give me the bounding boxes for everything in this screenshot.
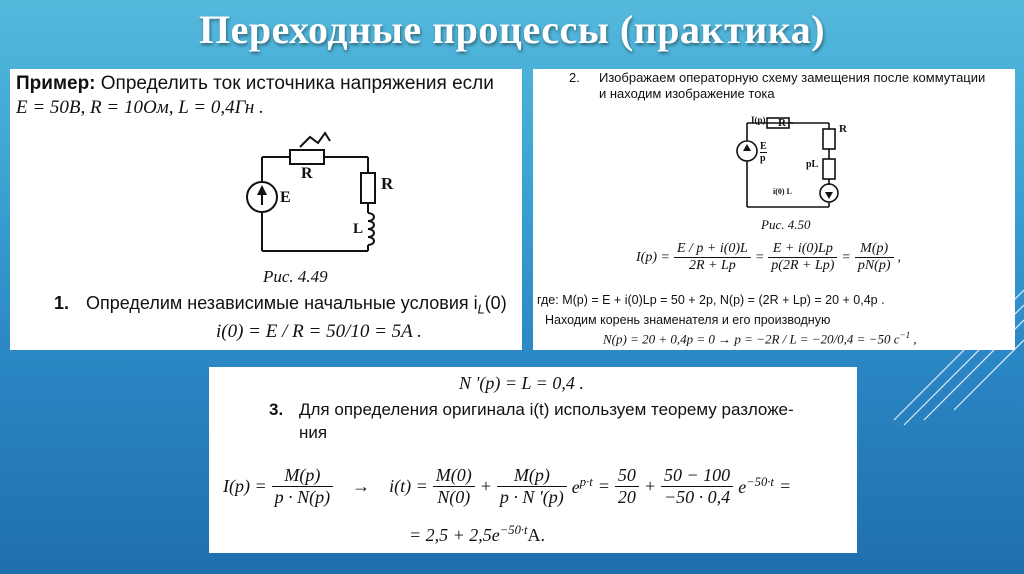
f2-d-num: 50 − 100 [661, 465, 733, 487]
step-1 [54, 293, 507, 317]
source-label-p: p [760, 153, 766, 164]
source-label-e: E [280, 189, 291, 206]
f2-fraction-c [615, 465, 639, 508]
given-values: E = 50В, R = 10Ом, L = 0,4Гн . [16, 97, 264, 118]
expansion-formula: I(p) = $\frac{M(p)}{p \cdot N(p)}$ → i(t) = $\frac{M(0)}{N(0)}$ + $\frac{M(p)}{p \cdot N '(p)}$ $e^{p\cdot t}$ = $\frac{50}{20}$ + $\frac{50 - 100}{-50 \cdot 0,4}$ $e^{-50\cdot t}$ = [223, 465, 792, 507]
derivative-line: N '(p) = L = 0,4 . [459, 373, 584, 393]
example-text: Определить ток источника напряжения если [95, 73, 494, 94]
step-2-line1: Изображаем операторную схему замещения после коммутации [599, 70, 986, 85]
f2-a-den: N(0) [437, 487, 471, 507]
source-label-e-over-p: E [760, 141, 767, 152]
eq-frac1-num: E / p + i(0)L [674, 241, 751, 258]
current-label-ip: I(p) [751, 115, 766, 125]
resistor-label-right: R [381, 174, 394, 193]
f2-exponent: p·t [579, 475, 593, 489]
eq-frac1-den: 2R + Lp [688, 258, 736, 273]
figure-caption-4-49: Рис. 4.49 [263, 267, 328, 286]
resistor-label-top: R [301, 165, 313, 182]
circuit-diagram-1 [240, 129, 390, 259]
eq-frac3-den: pN(p) [857, 258, 891, 273]
step-1-subscript: L [477, 302, 485, 317]
f2-b-num: M(p) [497, 465, 567, 487]
example-label: Пример: [16, 73, 96, 94]
f1-num: M(p) [272, 465, 334, 487]
f2-fraction-b [497, 465, 567, 508]
f2-exponent-2: −50·t [746, 475, 774, 489]
initial-source-label: i(0) L [773, 187, 792, 196]
eq-lhs: I(p) = [636, 249, 670, 265]
figure-caption-4-50: Рис. 4.50 [761, 217, 811, 232]
arrow-symbol: → [352, 476, 371, 496]
f2-lhs: i(t) = [389, 476, 428, 496]
f2-c-num: 50 [615, 465, 639, 487]
step-3-num-text: 3. [269, 400, 284, 419]
current-image-equation: I(p) = $\frac{E / p + i(0)L}{2R + Lp}$ = $\frac{E + i(0)Lp}{p(2R + Lp)}$ = $\frac{M(p)}{pN(p)}$ , [636, 241, 902, 273]
expansion-theorem-panel [209, 367, 857, 553]
where-line: где: M(p) = E + i(0)Lp = 50 + 2p, N(p) = (2R + Lp) = 20 + 0,4p . [537, 293, 885, 307]
inductance-label-pl: pL [806, 159, 819, 170]
roots-line: Находим корень знаменателя и его производную [545, 313, 831, 327]
f2-fraction-a [433, 465, 475, 508]
step-2-number: 2. [569, 70, 580, 85]
root-eq-text: N(p) = 20 + 0,4p = 0 → p = −2R / L = −20/0,4 = −50 c [603, 331, 900, 347]
eq-fraction-2 [768, 241, 837, 274]
final-result [409, 523, 545, 546]
step-1-tail: (0) [484, 293, 507, 313]
f2-d-den: −50 · 0,4 [664, 487, 731, 507]
example-panel [10, 69, 522, 350]
eq-frac2-den: p(2R + Lp) [771, 258, 835, 273]
resistor-label-r1: R [778, 117, 786, 129]
initial-condition-formula: i(0) = E / R = 50/10 = 5A . [216, 321, 422, 342]
f2-b-den: p · N '(p) [499, 487, 564, 507]
f2-fraction-d [661, 465, 733, 508]
eq-fraction-1 [674, 241, 751, 274]
step-3-number [269, 400, 283, 420]
root-eq-exponent: −1 [899, 330, 911, 340]
step-2-line2: и находим изображение тока [599, 86, 775, 101]
decorative-lines [864, 250, 1024, 450]
eq-frac2-num: E + i(0)Lp [768, 241, 837, 258]
inductor-label: L [353, 221, 364, 237]
eq-frac3-num: M(p) [855, 241, 894, 258]
root-eq-tail: , [910, 331, 917, 347]
slide-title: Переходные процессы (практика) [198, 7, 826, 52]
result-prefix: = 2,5 + 2,5e [409, 525, 500, 545]
f2-c-den: 20 [617, 487, 636, 507]
step-3-line2: ния [299, 423, 328, 442]
resistor-label-r2: R [839, 123, 847, 135]
step-3-line1: Для определения оригинала i(t) используем теорему разложе- [299, 400, 794, 419]
f1-fraction [272, 465, 334, 508]
step-1-number: 1. [54, 293, 70, 313]
f2-a-num: M(0) [433, 465, 475, 487]
step-1-text: Определим независимые начальные условия i [86, 293, 478, 313]
result-exponent: −50·t [499, 523, 528, 537]
example-statement [16, 73, 494, 95]
f1-den: p · N(p) [274, 487, 331, 507]
result-tail: A. [527, 525, 546, 545]
f1-lhs: I(p) = [223, 476, 267, 496]
